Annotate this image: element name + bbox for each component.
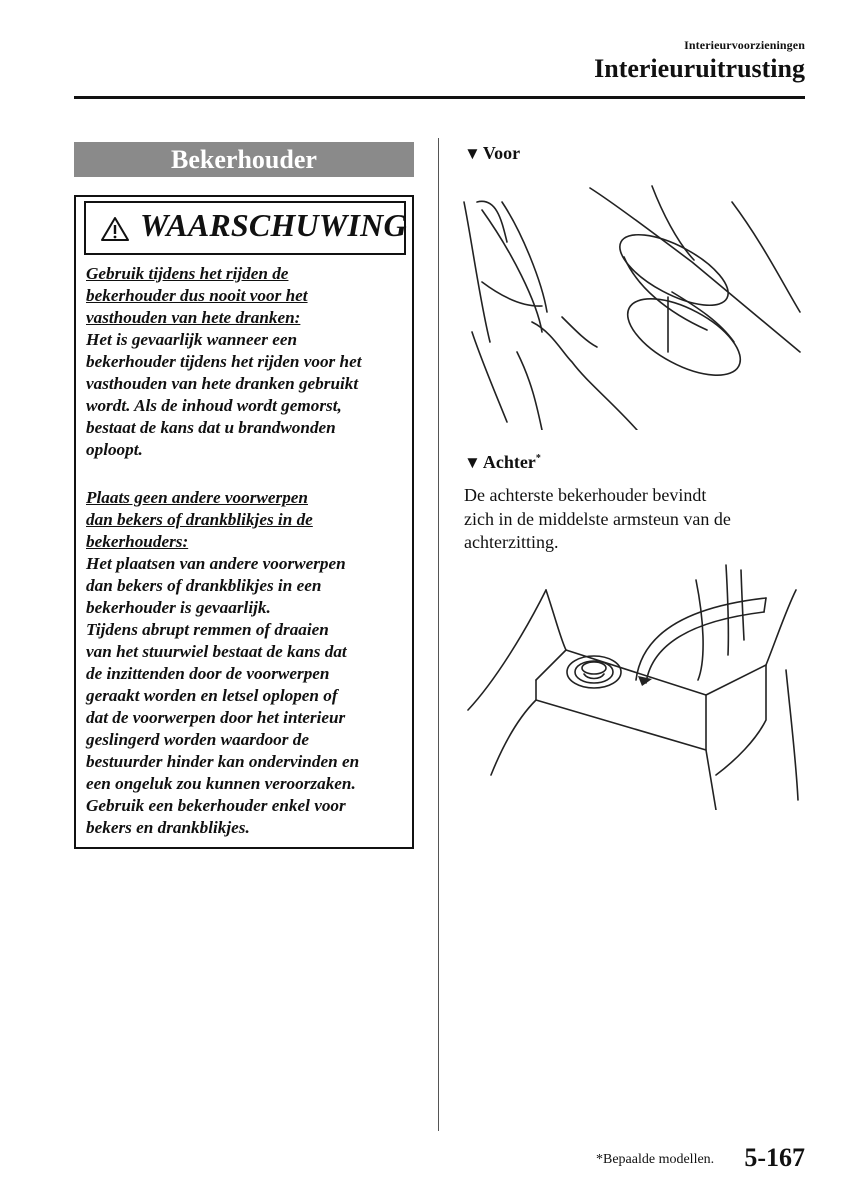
header-rule xyxy=(74,96,805,99)
chapter-name: Interieurvoorzieningen xyxy=(684,38,805,52)
warning-body-line: van het stuurwiel bestaat de kans dat xyxy=(86,642,347,661)
warning-body-line: de inzittenden door de voorwerpen xyxy=(86,664,330,683)
warning-body-line: Gebruik een bekerhouder enkel voor xyxy=(86,796,346,815)
warning-body-line: geraakt worden en letsel oplopen of xyxy=(86,686,338,705)
down-triangle-icon: ▼ xyxy=(464,453,481,472)
rear-description-line: zich in de middelste armsteun van de xyxy=(464,508,731,529)
page-number: 5-167 xyxy=(744,1143,805,1172)
warning-heading-line: bekerhouders: xyxy=(86,532,189,551)
warning-body-line: vasthouden van hete dranken gebruikt xyxy=(86,374,359,393)
footnote-marker: * xyxy=(535,453,541,464)
warning-title: WAARSCHUWING xyxy=(140,207,407,243)
section-title: Bekerhouder xyxy=(74,142,414,177)
warning-header xyxy=(84,201,406,255)
warning-body-line: een ongeluk zou kunnen veroorzaken. xyxy=(86,774,356,793)
warning-body-line: Tijdens abrupt remmen of draaien xyxy=(86,620,329,639)
warning-heading-line: Plaats geen andere voorwerpen xyxy=(86,488,308,507)
down-triangle-icon: ▼ xyxy=(464,144,481,163)
rear-description-line: De achterste bekerhouder bevindt xyxy=(464,485,707,505)
warning-body-line: wordt. Als de inhoud wordt gemorst, xyxy=(86,396,342,415)
warning-body-line: bekerhouder is gevaarlijk. xyxy=(86,598,271,617)
warning-body-line: dat de voorwerpen door het interieur xyxy=(86,708,346,727)
warning-body-line: Het is gevaarlijk wanneer een xyxy=(86,330,298,349)
warning-heading-line: Gebruik tijdens het rijden de xyxy=(86,264,289,283)
warning-body-line: Het plaatsen van andere voorwerpen xyxy=(86,554,346,573)
warning-box xyxy=(74,195,414,849)
warning-paragraph-1 xyxy=(86,263,406,461)
warning-heading-line: vasthouden van hete dranken: xyxy=(86,308,301,327)
warning-body-line: dan bekers of drankblikjes in een xyxy=(86,576,322,595)
rear-heading-label: Achter xyxy=(482,452,536,472)
front-heading-label: Voor xyxy=(482,143,521,163)
page-title: Interieuruitrusting xyxy=(594,54,805,83)
warning-body-line: oploopt. xyxy=(86,440,143,459)
rear-description xyxy=(464,484,784,555)
footnote: *Bepaalde modellen. xyxy=(596,1152,715,1167)
warning-heading-line: dan bekers of drankblikjes in de xyxy=(86,510,313,529)
rear-armrest-illustration xyxy=(466,560,802,810)
warning-heading-line: bekerhouder dus nooit voor het xyxy=(86,286,308,305)
warning-body-line: bestaat de kans dat u brandwonden xyxy=(86,418,336,437)
warning-body-line: bekers en drankblikjes. xyxy=(86,818,250,837)
column-divider xyxy=(438,138,439,1131)
rear-description-line: achterzitting. xyxy=(464,532,559,552)
warning-paragraph-2 xyxy=(86,487,406,839)
rear-heading xyxy=(464,452,541,473)
warning-body-line: bestuurder hinder kan ondervinden en xyxy=(86,752,360,771)
warning-body-line: bekerhouder tijdens het rijden voor het xyxy=(86,352,362,371)
front-cupholder-illustration xyxy=(462,182,802,430)
front-heading xyxy=(464,143,520,164)
warning-body-line: geslingerd worden waardoor de xyxy=(86,730,309,749)
warning-triangle-icon xyxy=(100,216,130,242)
